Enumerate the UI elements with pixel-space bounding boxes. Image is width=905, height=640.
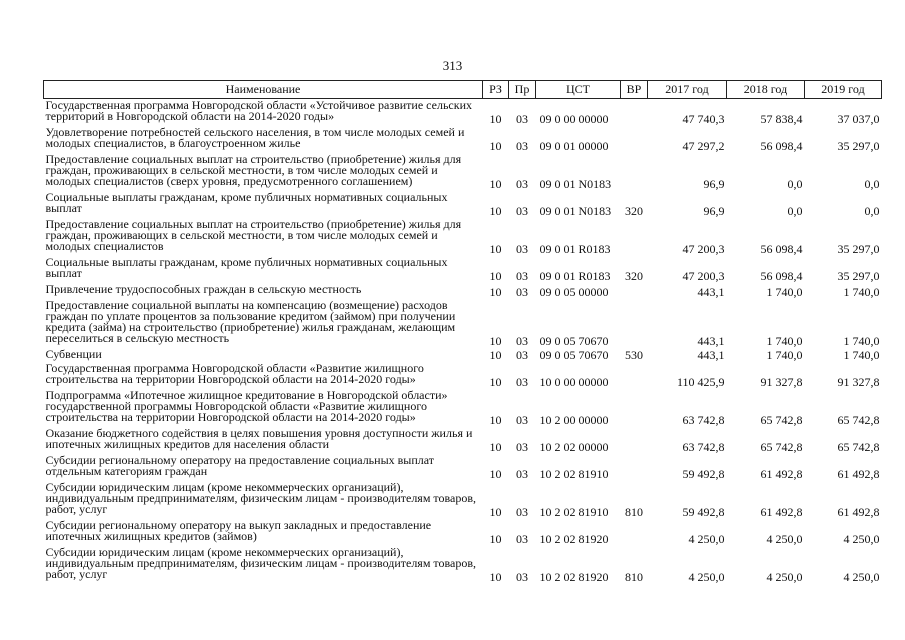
row-2017: 96,9 <box>703 204 725 218</box>
row-rz: 10 <box>489 532 502 546</box>
row-vr <box>621 126 648 153</box>
row-2017: 59 492,8 <box>682 467 725 481</box>
row-2017: 4 250,0 <box>688 532 725 546</box>
row-vr <box>621 153 648 191</box>
row-name: Предоставление социальных выплат на строительство (приобретение) жилья для граждан, проживающих в сельской местности, в том числе молодых семей и молодых специалистов (сверх уровня, предусмотренного соглашением) <box>45 152 462 188</box>
row-2019: 1 740,0 <box>843 348 880 362</box>
table-row <box>44 191 882 218</box>
row-rz: 10 <box>489 269 502 283</box>
row-2017: 47 200,3 <box>682 269 725 283</box>
row-2018: 57 838,4 <box>760 112 803 126</box>
row-vr <box>621 454 648 481</box>
row-2018: 1 740,0 <box>766 334 803 348</box>
row-rz: 10 <box>489 242 502 256</box>
row-2019: 37 037,0 <box>837 112 880 126</box>
row-2017: 63 742,8 <box>682 440 725 454</box>
row-cst: 10 2 02 81920 <box>539 532 609 546</box>
table-row <box>44 99 882 127</box>
row-2018: 4 250,0 <box>766 532 803 546</box>
row-2019: 4 250,0 <box>843 532 880 546</box>
row-pr: 03 <box>516 269 528 283</box>
row-2019: 0,0 <box>864 177 880 191</box>
row-rz: 10 <box>489 334 502 348</box>
row-cst: 10 2 02 00000 <box>539 440 609 454</box>
row-pr: 03 <box>516 139 528 153</box>
table-row <box>44 546 882 584</box>
row-cst: 09 0 01 R0183 <box>539 242 611 256</box>
row-cst: 09 0 01 N0183 <box>539 204 612 218</box>
row-2019: 1 740,0 <box>843 334 880 348</box>
header-name: Наименование <box>44 81 483 99</box>
row-vr <box>621 389 648 427</box>
row-rz: 10 <box>489 413 502 427</box>
row-2019: 91 327,8 <box>837 375 880 389</box>
row-rz: 10 <box>489 348 502 362</box>
row-vr <box>621 519 648 546</box>
header-vr: ВР <box>621 81 648 99</box>
row-cst: 09 0 05 70670 <box>539 348 609 362</box>
row-pr: 03 <box>516 112 528 126</box>
row-pr: 03 <box>516 375 528 389</box>
row-name: Субвенции <box>45 347 102 361</box>
row-2019: 0,0 <box>864 204 880 218</box>
row-vr: 810 <box>625 505 643 519</box>
row-name: Субсидии региональному оператору на предоставление социальных выплат отдельным категориям граждан <box>45 453 435 478</box>
header-2019: 2019 год <box>805 81 882 99</box>
row-name: Предоставление социальной выплаты на компенсацию (возмещение) расходов граждан по уплате процентов за пользование кредитом (займом) при получении кредита (займа) на строительство (приобретение) жилья гражданам, желающим переселиться в сельскую местность <box>45 298 456 345</box>
row-cst: 09 0 01 N0183 <box>539 177 612 191</box>
row-rz: 10 <box>489 177 502 191</box>
row-2017: 4 250,0 <box>688 570 725 584</box>
table-row <box>44 126 882 153</box>
row-cst: 10 2 02 81910 <box>539 467 609 481</box>
row-2018: 4 250,0 <box>766 570 803 584</box>
table-row <box>44 427 882 454</box>
row-2018: 61 492,8 <box>760 505 803 519</box>
row-2017: 443,1 <box>697 348 725 362</box>
table-row <box>44 454 882 481</box>
row-rz: 10 <box>489 375 502 389</box>
row-vr <box>621 99 648 127</box>
row-2017: 110 425,9 <box>676 375 725 389</box>
row-name: Государственная программа Новгородской области «Развитие жилищного строительства на территории Новгородской области на 2014-2020 годы» <box>45 361 424 386</box>
row-pr: 03 <box>516 242 528 256</box>
table-row <box>44 362 882 389</box>
row-pr: 03 <box>516 334 528 348</box>
row-rz: 10 <box>489 467 502 481</box>
row-2018: 56 098,4 <box>760 269 803 283</box>
row-2018: 91 327,8 <box>760 375 803 389</box>
table-row <box>44 283 882 299</box>
row-vr <box>621 283 648 299</box>
row-name: Привлечение трудоспособных граждан в сельскую местность <box>45 282 362 296</box>
row-vr <box>621 362 648 389</box>
row-name: Предоставление социальных выплат на строительство (приобретение) жилья для граждан, проживающих в сельской местности, в том числе молодых семей и молодых специалистов <box>45 217 462 253</box>
header-pr: Пр <box>509 81 536 99</box>
row-rz: 10 <box>489 285 502 299</box>
row-cst: 09 0 05 00000 <box>539 285 609 299</box>
table-row <box>44 519 882 546</box>
table-row <box>44 389 882 427</box>
row-2017: 47 740,3 <box>682 112 725 126</box>
row-vr: 530 <box>625 348 643 362</box>
row-2017: 47 200,3 <box>682 242 725 256</box>
row-2019: 65 742,8 <box>837 440 880 454</box>
table-row <box>44 256 882 283</box>
row-name: Социальные выплаты гражданам, кроме публичных нормативных социальных выплат <box>45 190 448 215</box>
row-pr: 03 <box>516 570 528 584</box>
row-rz: 10 <box>489 112 502 126</box>
row-pr: 03 <box>516 285 528 299</box>
row-cst: 10 0 00 00000 <box>539 375 609 389</box>
row-pr: 03 <box>516 505 528 519</box>
row-2019: 35 297,0 <box>837 242 880 256</box>
row-rz: 10 <box>489 139 502 153</box>
row-cst: 09 0 01 00000 <box>539 139 609 153</box>
table-row <box>44 299 882 348</box>
row-2018: 1 740,0 <box>766 285 803 299</box>
table-row <box>44 218 882 256</box>
row-2018: 56 098,4 <box>760 139 803 153</box>
row-vr: 320 <box>625 269 643 283</box>
row-2018: 0,0 <box>787 204 803 218</box>
page-number: 313 <box>442 58 463 73</box>
row-2018: 65 742,8 <box>760 413 803 427</box>
header-2017: 2017 год <box>648 81 727 99</box>
row-2019: 4 250,0 <box>843 570 880 584</box>
row-rz: 10 <box>489 505 502 519</box>
row-2019: 35 297,0 <box>837 269 880 283</box>
header-rz: РЗ <box>483 81 509 99</box>
row-2017: 443,1 <box>697 285 725 299</box>
row-pr: 03 <box>516 413 528 427</box>
row-vr: 810 <box>625 570 643 584</box>
row-cst: 10 2 02 81920 <box>539 570 609 584</box>
row-vr <box>621 427 648 454</box>
table-header <box>44 81 882 99</box>
row-2017: 47 297,2 <box>682 139 725 153</box>
row-name: Субсидии региональному оператору на выкуп закладных и предоставление ипотечных жилищных кредитов (займов) <box>45 518 432 543</box>
row-pr: 03 <box>516 532 528 546</box>
row-pr: 03 <box>516 467 528 481</box>
row-rz: 10 <box>489 440 502 454</box>
row-2018: 0,0 <box>787 177 803 191</box>
row-name: Государственная программа Новгородской области «Устойчивое развитие сельских территорий в Новгородской области на 2014-2020 годы» <box>45 98 472 123</box>
row-2017: 63 742,8 <box>682 413 725 427</box>
row-cst: 09 0 05 70670 <box>539 334 609 348</box>
row-pr: 03 <box>516 348 528 362</box>
row-vr: 320 <box>625 204 643 218</box>
table-row <box>44 481 882 519</box>
row-2017: 59 492,8 <box>682 505 725 519</box>
row-cst: 10 2 02 81910 <box>539 505 609 519</box>
row-vr <box>621 218 648 256</box>
row-2018: 65 742,8 <box>760 440 803 454</box>
row-2019: 1 740,0 <box>843 285 880 299</box>
row-cst: 10 2 00 00000 <box>539 413 609 427</box>
row-name: Оказание бюджетного содействия в целях повышения уровня доступности жилья и ипотечных жилищных кредитов для населения области <box>45 426 473 451</box>
row-cst: 09 0 01 R0183 <box>539 269 611 283</box>
row-rz: 10 <box>489 204 502 218</box>
table-row <box>44 348 882 362</box>
header-2018: 2018 год <box>727 81 805 99</box>
row-2017: 96,9 <box>703 177 725 191</box>
row-pr: 03 <box>516 204 528 218</box>
row-rz: 10 <box>489 570 502 584</box>
row-pr: 03 <box>516 440 528 454</box>
row-cst: 09 0 00 00000 <box>539 112 609 126</box>
row-name: Социальные выплаты гражданам, кроме публичных нормативных социальных выплат <box>45 255 448 280</box>
row-name: Подпрограмма «Ипотечное жилищное кредитование в Новгородской области» государственной программы Новгородской области «Развитие жилищного строительства на территории Новгородской области на 2014-2020 годы» <box>45 388 448 424</box>
row-2019: 65 742,8 <box>837 413 880 427</box>
row-pr: 03 <box>516 177 528 191</box>
row-name: Удовлетворение потребностей сельского населения, в том числе молодых семей и молодых специалистов, в благоустроенном жилье <box>45 125 465 150</box>
row-2019: 35 297,0 <box>837 139 880 153</box>
header-cst: ЦСТ <box>536 81 621 99</box>
row-2018: 61 492,8 <box>760 467 803 481</box>
row-name: Субсидии юридическим лицам (кроме некоммерческих организаций), индивидуальным предпринимателям, физическим лицам - производителям товаров, работ, услуг <box>45 480 477 516</box>
row-2017: 443,1 <box>697 334 725 348</box>
row-2018: 1 740,0 <box>766 348 803 362</box>
row-vr <box>621 299 648 348</box>
row-2018: 56 098,4 <box>760 242 803 256</box>
row-2019: 61 492,8 <box>837 467 880 481</box>
table-body <box>44 99 882 585</box>
table-row <box>44 153 882 191</box>
budget-table <box>43 80 882 584</box>
row-name: Субсидии юридическим лицам (кроме некоммерческих организаций), индивидуальным предпринимателям, физическим лицам - производителям товаров, работ, услуг <box>45 545 477 581</box>
row-2019: 61 492,8 <box>837 505 880 519</box>
